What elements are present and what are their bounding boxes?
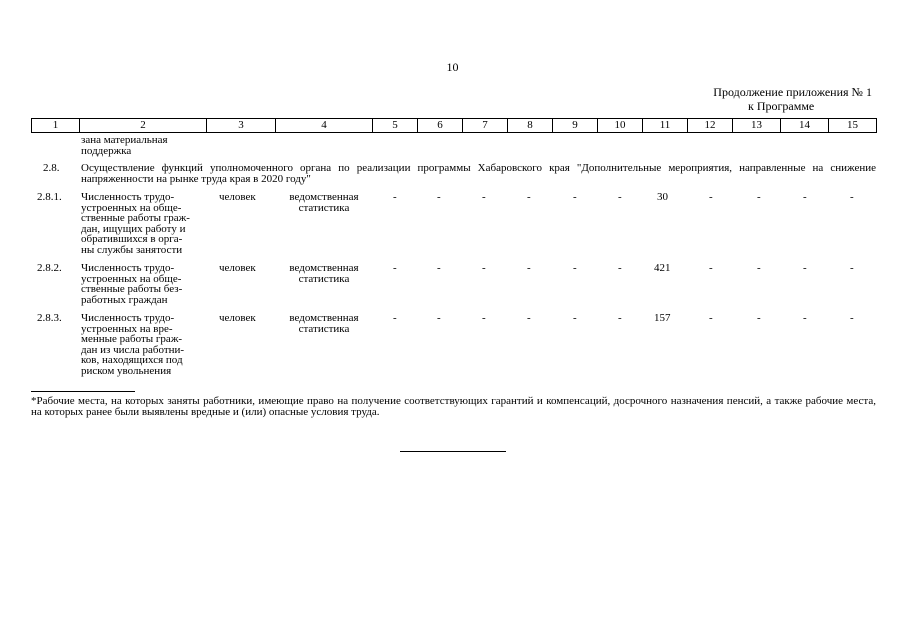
value-c15: - (850, 262, 854, 274)
unit: человек (219, 312, 256, 324)
header-cell: 2 (80, 119, 207, 133)
header-cell: 11 (643, 119, 688, 133)
data-source: ведомственная статистика (289, 312, 359, 335)
header-cell: 3 (207, 119, 276, 133)
header-cell: 10 (598, 119, 643, 133)
header-cell: 7 (463, 119, 508, 133)
header-cell: 12 (688, 119, 733, 133)
value-c8: - (527, 191, 531, 203)
value-c6: - (437, 262, 441, 274)
value-c11: 30 (657, 191, 668, 203)
continuation-sublabel: к Программе (748, 99, 815, 113)
row-number: 2.8.3. (37, 312, 62, 324)
data-source: ведомственная статистика (289, 191, 359, 214)
value-c5: - (393, 262, 397, 274)
indicator-name: Численность трудо- устроенных на вре- менные работы граж- дан из числа работни- ков, находящихся под риском увольнения (81, 312, 185, 377)
value-c14: - (803, 262, 807, 274)
value-c15: - (850, 312, 854, 324)
end-divider (400, 451, 506, 452)
header-cell: 6 (418, 119, 463, 133)
section-title: Осуществление функций уполномоченного органа по реализации программы Хабаровского края "Дополнительные мероприятия, направленные на снижение напряженности на рынке труда края в 2020 году" (81, 162, 876, 185)
value-c15: - (850, 191, 854, 203)
unit: человек (219, 191, 256, 203)
value-c13: - (757, 191, 761, 203)
unit: человек (219, 262, 256, 274)
header-cell: 13 (733, 119, 781, 133)
value-c12: - (709, 312, 713, 324)
row-number: 2.8.1. (37, 191, 62, 203)
value-c10: - (618, 191, 622, 203)
value-c11: 157 (654, 312, 671, 324)
value-c12: - (709, 191, 713, 203)
column-number-header (31, 118, 877, 133)
header-cell: 4 (276, 119, 373, 133)
row-number: 2.8.2. (37, 262, 62, 274)
header-cell: 14 (781, 119, 829, 133)
value-c8: - (527, 262, 531, 274)
value-c10: - (618, 262, 622, 274)
value-c6: - (437, 191, 441, 203)
value-c9: - (573, 312, 577, 324)
value-c11: 421 (654, 262, 671, 274)
value-c8: - (527, 312, 531, 324)
value-c6: - (437, 312, 441, 324)
value-c13: - (757, 262, 761, 274)
header-cell: 5 (373, 119, 418, 133)
value-c7: - (482, 262, 486, 274)
section-number: 2.8. (43, 162, 60, 174)
footnote: *Рабочие места, на которых заняты работники, имеющие право на получение соответствующих гарантий и компенсаций, досрочного назначения пенсий, а также рабочие места, на которых ранее были выявлены вредные и (или) опасные условия труда. (31, 395, 876, 418)
value-c9: - (573, 262, 577, 274)
continuation-label: Продолжение приложения № 1 (713, 85, 872, 99)
value-c10: - (618, 312, 622, 324)
indicator-name: Численность трудо- устроенных на обще- ственные работы без- работных граждан (81, 262, 183, 306)
value-c14: - (803, 312, 807, 324)
footnote-divider (31, 391, 135, 392)
value-c5: - (393, 312, 397, 324)
value-c9: - (573, 191, 577, 203)
carryover-text: зана материальная поддержка (81, 134, 168, 157)
value-c13: - (757, 312, 761, 324)
header-cell: 1 (32, 119, 80, 133)
header-cell: 8 (508, 119, 553, 133)
value-c14: - (803, 191, 807, 203)
header-cell: 15 (829, 119, 877, 133)
page-number: 10 (446, 60, 459, 74)
data-source: ведомственная статистика (289, 262, 359, 285)
value-c7: - (482, 312, 486, 324)
header-cell: 9 (553, 119, 598, 133)
indicator-name: Численность трудо- устроенных на обще- ственные работы граж- дан, ищущих работу и обратившихся в орга- ны службы занятости (81, 191, 190, 256)
value-c7: - (482, 191, 486, 203)
value-c5: - (393, 191, 397, 203)
value-c12: - (709, 262, 713, 274)
